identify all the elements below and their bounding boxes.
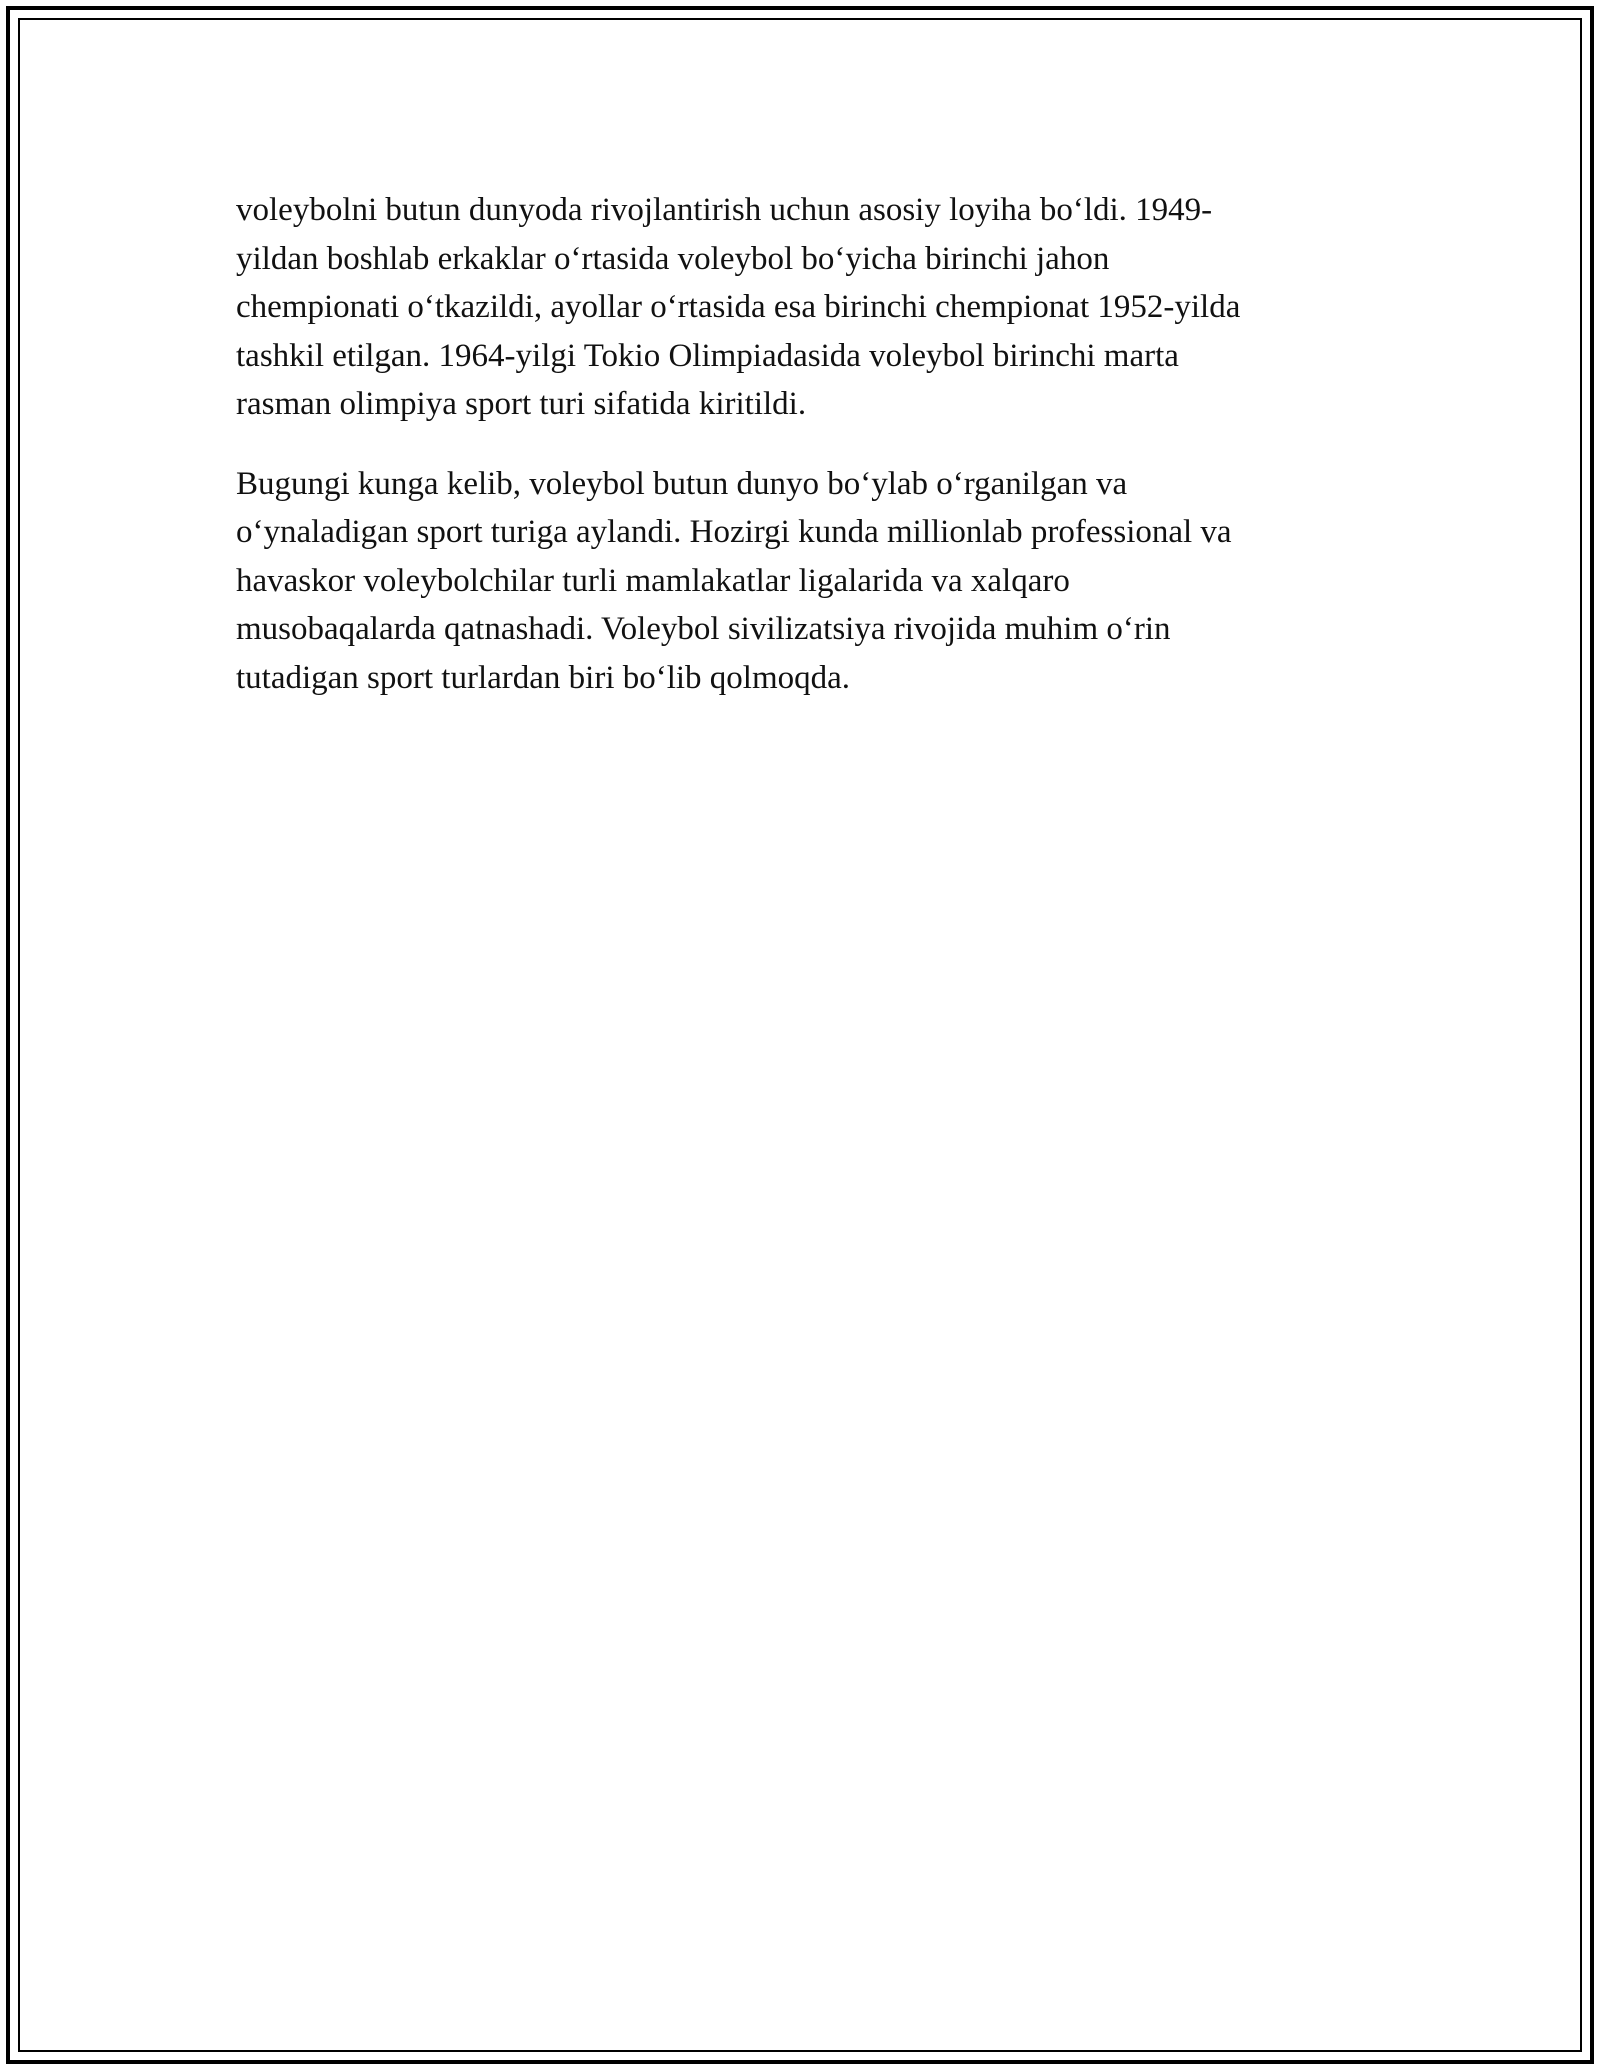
paragraph-1: voleybolni butun dunyoda rivojlantirish uchun asosiy loyiha bo‘ldi. 1949- yildan boshlab erkaklar o‘rtasida voleybol bo‘yicha birinchi jahon chempionati o‘tkazildi, ayollar o‘rtasida esa birinchi chempionat 1952-yilda tashkil etilgan. 1964-yilgi Tokio Olimpiadasida voleybol birinchi marta rasman olimpiya sport turi sifatida kiritildi. (236, 192, 1241, 422)
paragraph-2: Bugungi kunga kelib, voleybol butun dunyo bo‘ylab o‘rganilgan va o‘ynaladigan sport turiga aylandi. Hozirgi kunda millionlab professional va havaskor voleybolchilar turli mamlakatlar ligalarida va xalqaro musobaqalarda qatnashadi. Voleybol sivilizatsiya rivojida muhim o‘rin tutadigan sport turlardan biri bo‘lib qolmoqda. (236, 465, 1232, 696)
document-body (236, 186, 1386, 702)
